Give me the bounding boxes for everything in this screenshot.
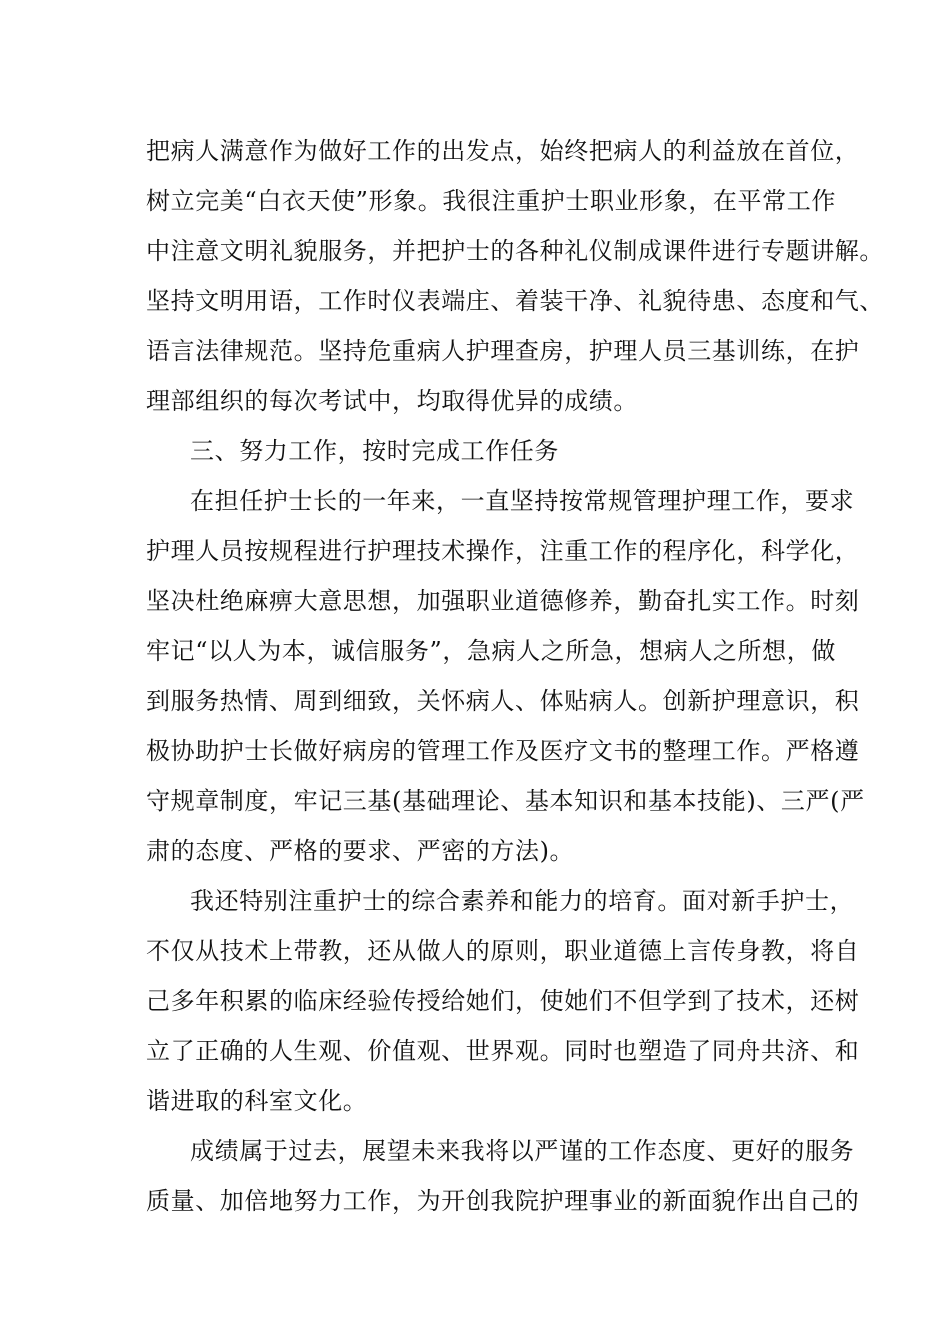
text-line: 守规章制度，牢记三基(基础理论、基本知识和基本技能)、三严(严 — [146, 787, 865, 815]
text-line: 语言法律规范。坚持危重病人护理查房，护理人员三基训练，在护 — [146, 337, 860, 365]
text-line: 到服务热情、周到细致，关怀病人、体贴病人。创新护理意识，积 — [146, 687, 860, 715]
section-heading: 三、努力工作，按时完成工作任务 — [190, 437, 559, 465]
text-line: 理部组织的每次考试中，均取得优异的成绩。 — [146, 387, 638, 415]
paragraph-start-line: 在担任护士长的一年来，一直坚持按常规管理护理工作，要求 — [190, 487, 855, 515]
text-line: 己多年积累的临床经验传授给她们，使她们不但学到了技术，还树 — [146, 987, 860, 1015]
text-line: 牢记“以人为本，诚信服务”，急病人之所急，想病人之所想，做 — [146, 637, 836, 665]
text-line: 立了正确的人生观、价值观、世界观。同时也塑造了同舟共济、和 — [146, 1037, 860, 1065]
text-line: 坚持文明用语，工作时仪表端庄、着装干净、礼貌待患、态度和气、 — [146, 287, 884, 315]
text-line: 树立完美“白衣天使”形象。我很注重护士职业形象，在平常工作 — [146, 187, 836, 215]
paragraph-start-line: 我还特别注重护士的综合素养和能力的培育。面对新手护士， — [190, 887, 855, 915]
text-line: 坚决杜绝麻痹大意思想，加强职业道德修养，勤奋扎实工作。时刻 — [146, 587, 860, 615]
text-line: 不仅从技术上带教，还从做人的原则，职业道德上言传身教，将自 — [146, 937, 860, 965]
text-line: 极协助护士长做好病房的管理工作及医疗文书的整理工作。严格遵 — [146, 737, 860, 765]
text-line: 肃的态度、严格的要求、严密的方法)。 — [146, 837, 575, 865]
paragraph-start-line: 成绩属于过去，展望未来我将以严谨的工作态度、更好的服务 — [190, 1137, 855, 1165]
text-line: 质量、加倍地努力工作，为开创我院护理事业的新面貌作出自己的 — [146, 1187, 860, 1215]
text-line: 把病人满意作为做好工作的出发点，始终把病人的利益放在首位， — [146, 137, 860, 165]
text-line: 中注意文明礼貌服务，并把护士的各种礼仪制成课件进行专题讲解。 — [146, 237, 884, 265]
text-line: 护理人员按规程进行护理技术操作，注重工作的程序化，科学化， — [146, 537, 860, 565]
text-line: 谐进取的科室文化。 — [146, 1087, 368, 1115]
